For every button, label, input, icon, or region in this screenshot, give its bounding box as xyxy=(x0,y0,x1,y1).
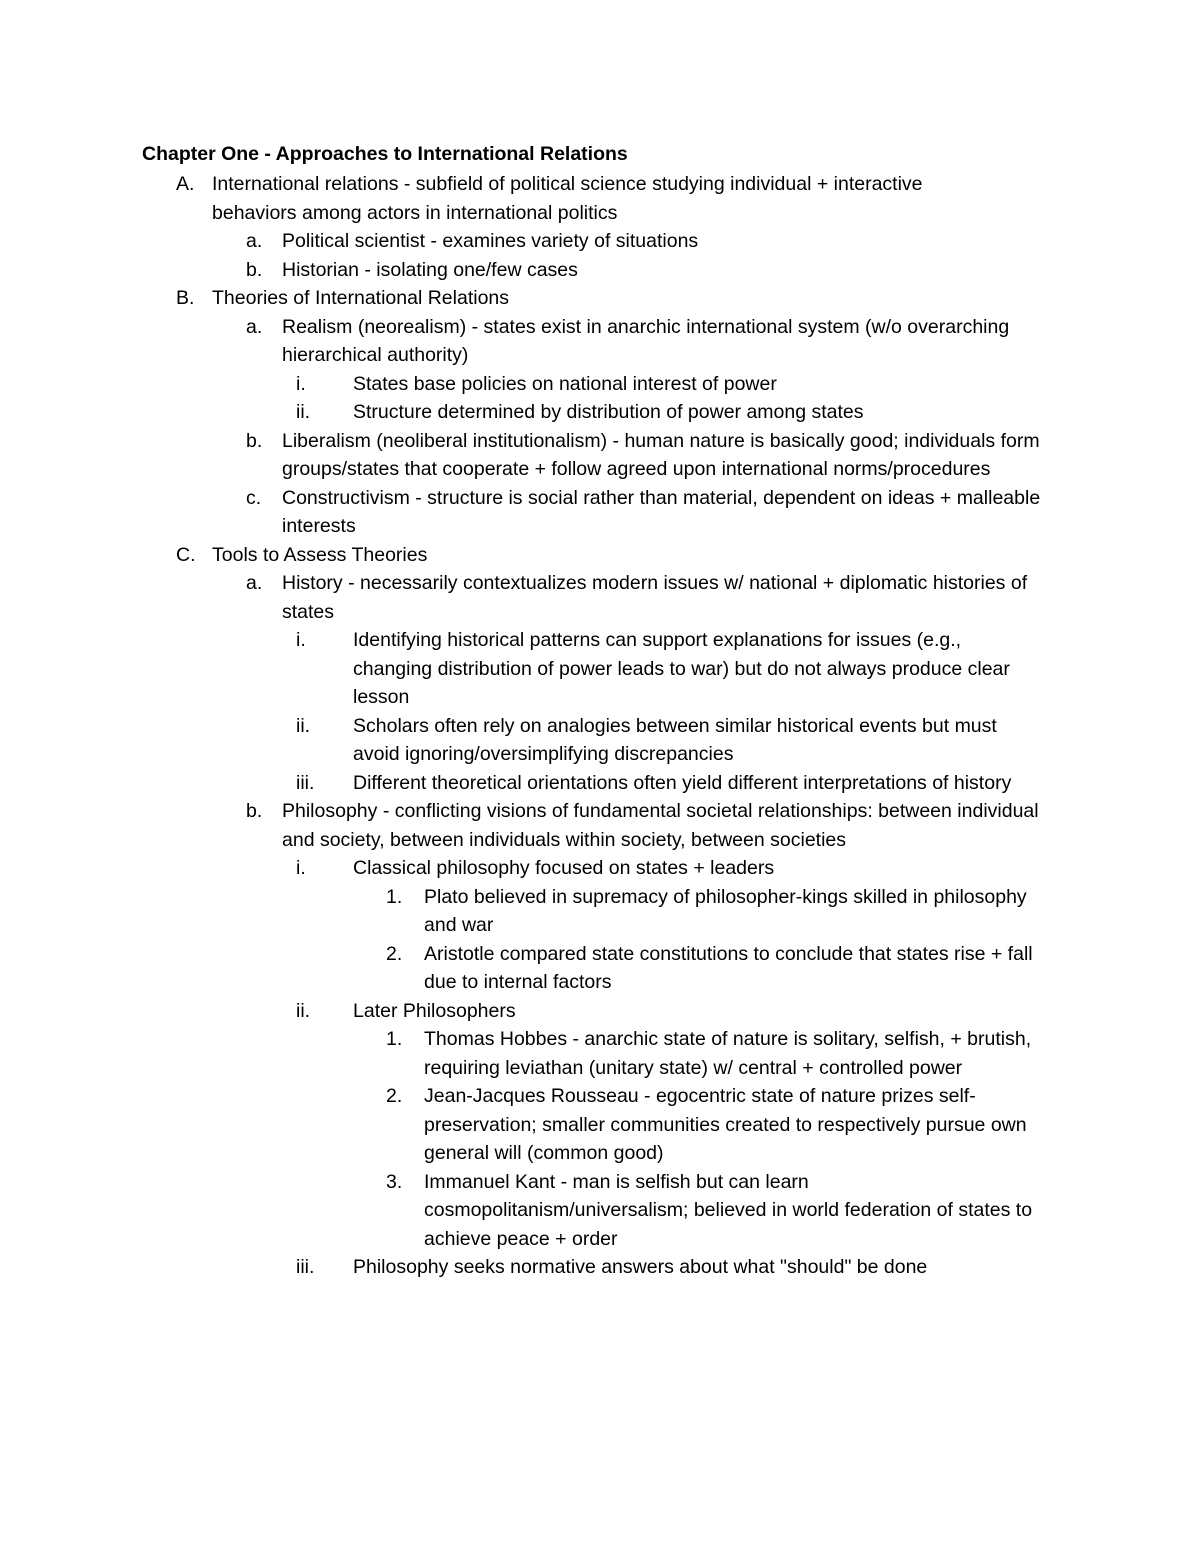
outline-marker: ii. xyxy=(296,999,311,1022)
outline-text: Political scientist - examines variety of situations xyxy=(282,230,699,252)
outline-item xyxy=(0,170,1200,227)
outline-marker: a. xyxy=(246,572,263,594)
outline-text: States base policies on national interest of power xyxy=(353,372,777,395)
outline-item xyxy=(0,854,1200,883)
outline-marker: iii. xyxy=(296,1256,315,1278)
outline-item xyxy=(0,712,1200,769)
outline-item xyxy=(0,883,1200,940)
outline-marker: a. xyxy=(246,315,263,338)
outline-marker: ii. xyxy=(296,714,311,737)
outline-item xyxy=(0,541,1200,570)
outline-item xyxy=(0,1253,1200,1282)
outline-marker: b. xyxy=(246,800,263,822)
outline-item xyxy=(0,769,1200,798)
outline-item xyxy=(0,370,1200,399)
outline-item xyxy=(0,256,1200,285)
outline-text: Constructivism - structure is social rather than material, dependent on ideas + malleable interests xyxy=(282,486,1041,537)
outline-text: Liberalism (neoliberal institutionalism) - human nature is basically good; individuals form groups/states that cooperate + follow agreed upon international norms/procedures xyxy=(282,429,1040,480)
outline-text: Scholars often rely on analogies between similar historical events but must avoid ignoring/oversimplifying discrepancies xyxy=(353,714,997,765)
outline-marker: i. xyxy=(296,857,306,879)
outline-item xyxy=(0,1082,1200,1168)
outline-text: Aristotle compared state constitutions to conclude that states rise + fall due to internal factors xyxy=(424,942,1033,993)
outline-marker: b. xyxy=(246,258,263,281)
outline-marker: B. xyxy=(176,287,195,309)
outline-item xyxy=(0,427,1200,484)
outline-text: Philosophy - conflicting visions of fundamental societal relationships: between individual and society, between individuals within society, between societies xyxy=(282,800,1039,851)
outline-marker: C. xyxy=(176,543,196,566)
outline-text: Tools to Assess Theories xyxy=(212,543,428,566)
outline-marker: b. xyxy=(246,429,263,452)
outline-marker: ii. xyxy=(296,401,311,423)
outline-text: Plato believed in supremacy of philosopher-kings skilled in philosophy and war xyxy=(424,885,1027,936)
outline-item xyxy=(0,227,1200,256)
outline-marker: i. xyxy=(296,372,306,395)
outline-item xyxy=(0,398,1200,427)
outline-text: Structure determined by distribution of power among states xyxy=(353,401,864,423)
outline-item xyxy=(0,797,1200,854)
outline-item xyxy=(0,484,1200,541)
outline-item xyxy=(0,997,1200,1026)
outline-marker: iii. xyxy=(296,771,315,794)
outline-text: International relations - subfield of political science studying individual + interactive behaviors among actors in international politics xyxy=(212,173,923,224)
outline-marker: c. xyxy=(246,486,262,509)
outline-item xyxy=(0,569,1200,626)
outline-item xyxy=(0,313,1200,370)
outline-text: Thomas Hobbes - anarchic state of nature is solitary, selfish, + brutish, requiring leviathan (unitary state) w/ central + controlled power xyxy=(424,1028,1032,1079)
outline-text: Realism (neorealism) - states exist in anarchic international system (w/o overarching hierarchical authority) xyxy=(282,315,1010,366)
outline-item xyxy=(0,284,1200,313)
page-title: Chapter One - Approaches to International Relations xyxy=(142,143,628,165)
outline-marker: 2. xyxy=(386,942,403,965)
outline-marker: 1. xyxy=(386,885,403,908)
outline-marker: A. xyxy=(176,173,195,195)
outline-marker: i. xyxy=(296,629,306,651)
outline-list xyxy=(0,170,1200,1282)
outline-marker: 1. xyxy=(386,1028,403,1050)
outline-text: Theories of International Relations xyxy=(212,287,510,309)
outline-item xyxy=(0,626,1200,712)
outline-item xyxy=(0,1025,1200,1082)
outline-text: Different theoretical orientations often yield different interpretations of history xyxy=(353,771,1012,794)
outline-text: Philosophy seeks normative answers about what "should" be done xyxy=(353,1256,928,1278)
outline-item xyxy=(0,1168,1200,1254)
outline-marker: 2. xyxy=(386,1085,403,1107)
outline-marker: 3. xyxy=(386,1170,403,1193)
outline-text: Immanuel Kant - man is selfish but can learn cosmopolitanism/universalism; believed in world federation of states to achieve peace + order xyxy=(424,1170,1033,1250)
outline-text: Historian - isolating one/few cases xyxy=(282,258,578,281)
outline-item xyxy=(0,940,1200,997)
outline-text: Identifying historical patterns can support explanations for issues (e.g., changing distribution of power leads to war) but do not always produce clear lesson xyxy=(353,629,1010,708)
outline-text: History - necessarily contextualizes modern issues w/ national + diplomatic histories of states xyxy=(282,572,1028,623)
outline-text: Classical philosophy focused on states + leaders xyxy=(353,857,775,879)
outline-marker: a. xyxy=(246,230,263,252)
outline-text: Later Philosophers xyxy=(353,999,516,1022)
outline-text: Jean-Jacques Rousseau - egocentric state of nature prizes self-preservation; smaller communities created to respectively pursue own general will (common good) xyxy=(424,1085,1027,1164)
